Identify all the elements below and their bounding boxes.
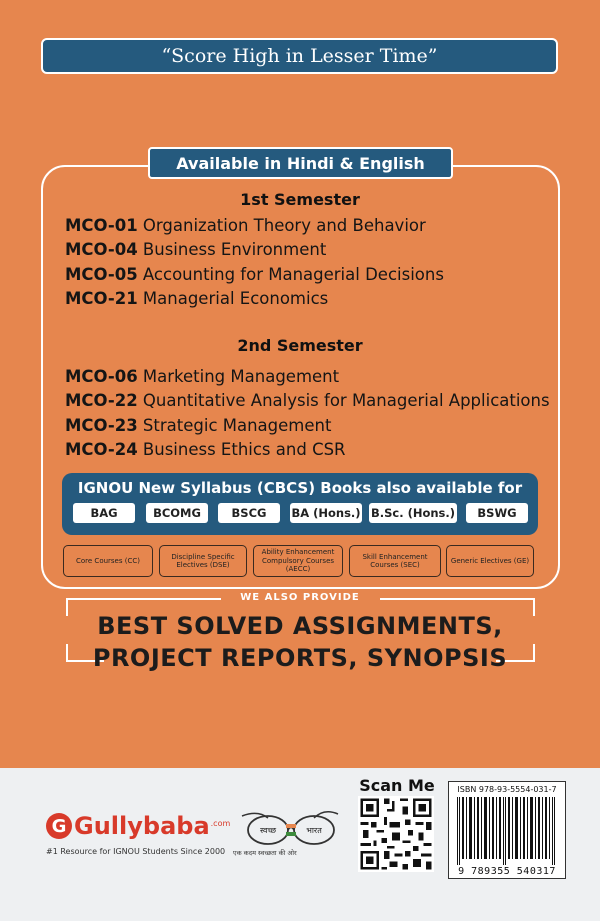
course-category: Skill Enhancement Courses (SEC) [349,545,441,577]
course-name: Business Ethics and CSR [142,440,346,459]
course-item [65,440,346,459]
semester-2-title: 2nd Semester [237,336,363,355]
course-code: MCO-04 [65,240,138,259]
semester-1-title: 1st Semester [240,190,360,209]
course-item [65,367,339,386]
swachh-right-text: भारत [306,826,322,835]
course-name: Managerial Economics [142,289,329,308]
provide-line-1: BEST SOLVED ASSIGNMENTS, [97,612,503,640]
course-category: Generic Electives (GE) [446,545,534,577]
course-code: MCO-23 [65,416,138,435]
course-item [65,391,550,410]
course-name: Business Environment [142,240,327,259]
isbn-barcode [448,781,566,879]
course-item [65,265,444,284]
program-chip: BSCG [218,503,280,523]
course-name: Marketing Management [142,367,340,386]
course-item [65,289,328,308]
course-code: MCO-24 [65,440,138,459]
course-item [65,216,426,235]
course-name: Organization Theory and Behavior [142,216,426,235]
course-item [65,416,331,435]
scan-me-label: Scan Me [359,776,435,795]
course-item [65,240,326,259]
brand-tagline: #1 Resource for IGNOU Students Since 2000 [46,847,226,856]
tagline-banner: “Score High in Lesser Time” [41,38,558,74]
isbn-text: ISBN 978-93-5554-031-7 [457,785,557,794]
brand-name: Gullybaba [74,812,210,840]
program-chip: BCOMG [146,503,208,523]
language-banner: Available in Hindi & English [148,147,453,179]
program-chip: BAG [73,503,135,523]
course-code: MCO-01 [65,216,138,235]
swachh-left-text: स्वच्छ [259,826,277,835]
course-name: Quantitative Analysis for Managerial Applications [142,391,550,410]
course-code: MCO-05 [65,265,138,284]
course-name: Accounting for Managerial Decisions [142,265,444,284]
provide-label: WE ALSO PROVIDE [240,592,360,603]
gullybaba-logo [46,812,230,840]
course-code: MCO-21 [65,289,138,308]
course-code: MCO-06 [65,367,138,386]
course-category: Discipline Specific Electives (DSE) [159,545,247,577]
course-category: Core Courses (CC) [63,545,153,577]
gullybaba-g-icon: G [46,813,72,839]
swachh-caption: एक कदम स्वच्छता की ओर [233,849,297,857]
cbcs-title: IGNOU New Syllabus (CBCS) Books also available for [77,479,523,497]
course-category: Ability Enhancement Compulsory Courses (AECC) [253,545,343,577]
barcode-bars-icon [455,797,559,865]
qr-code-icon[interactable] [358,796,434,872]
program-chip: BA (Hons.) [290,503,362,523]
program-chip: BSWG [466,503,528,523]
barcode-number: 9 789355 540317 [458,866,556,877]
program-chip: B.Sc. (Hons.) [369,503,457,523]
course-code: MCO-22 [65,391,138,410]
course-name: Strategic Management [142,416,332,435]
provide-line-2: PROJECT REPORTS, SYNOPSIS [92,644,508,672]
brand-suffix: .com [210,818,231,828]
